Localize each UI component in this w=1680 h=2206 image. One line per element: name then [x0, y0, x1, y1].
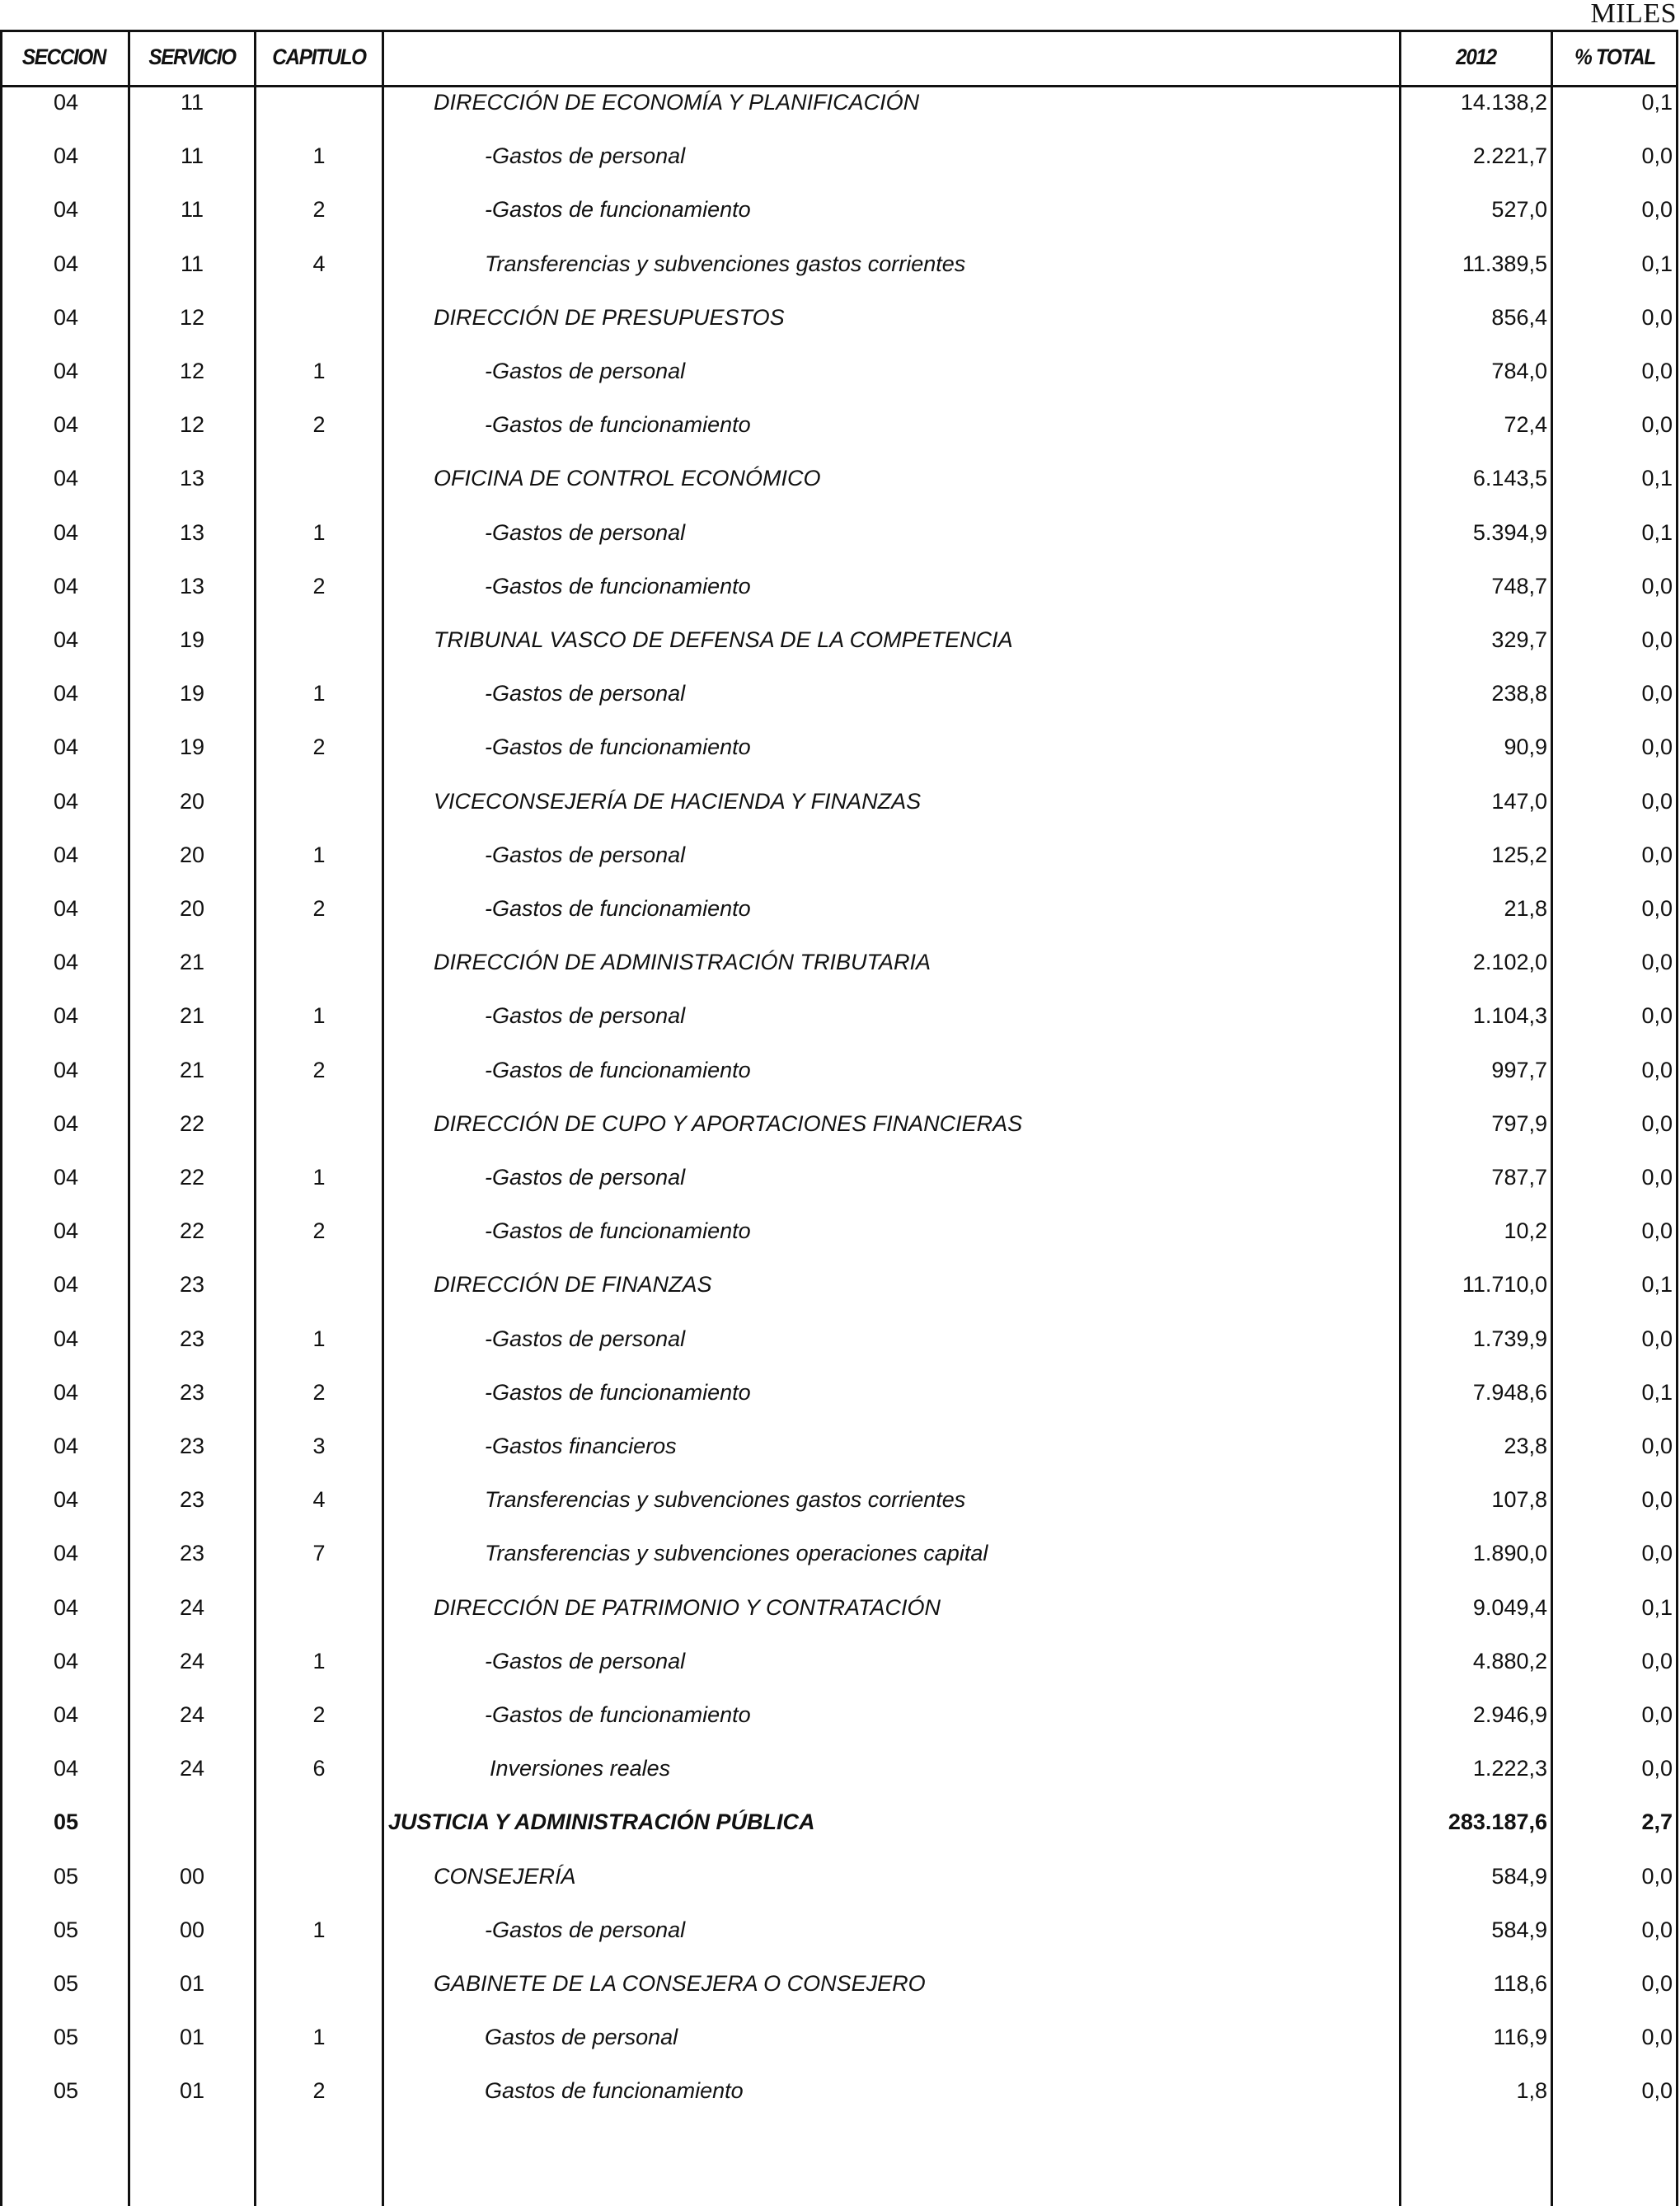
cell-descripcion: -Gastos de funcionamiento: [485, 896, 751, 921]
cell-seccion: 04: [53, 950, 79, 975]
cell-seccion: 04: [53, 1648, 79, 1673]
cell-servicio: 23: [179, 1487, 205, 1513]
cell-descripcion: DIRECCIÓN DE ADMINISTRACIÓN TRIBUTARIA: [434, 950, 932, 975]
header-pct-total: % TOTAL: [1574, 45, 1655, 69]
cell-descripcion: Gastos de funcionamiento: [485, 2078, 744, 2104]
table-row: [0, 345, 1678, 398]
cell-importe: 10,2: [1504, 1218, 1547, 1244]
cell-pct-total: 0,0: [1641, 1218, 1673, 1244]
cell-descripcion: -Gastos de funcionamiento: [485, 1057, 751, 1082]
table-row: [0, 291, 1678, 345]
cell-importe: 584,9: [1491, 1917, 1547, 1942]
cell-seccion: 04: [53, 143, 79, 169]
cell-importe: 21,8: [1504, 896, 1547, 921]
cell-servicio: 23: [179, 1434, 205, 1458]
table-row: [0, 1795, 1678, 1849]
cell-capitulo: 4: [312, 251, 326, 276]
cell-capitulo: 1: [312, 359, 326, 383]
cell-capitulo: 2: [312, 1379, 326, 1405]
table-row: [0, 398, 1678, 452]
cell-seccion: 04: [53, 1702, 79, 1727]
table-row: [0, 1258, 1678, 1312]
cell-descripcion: DIRECCIÓN DE CUPO Y APORTACIONES FINANCIERAS: [434, 1110, 1023, 1136]
cell-importe: 7.948,6: [1472, 1379, 1547, 1405]
cell-servicio: 13: [179, 519, 205, 545]
cell-servicio: 13: [179, 466, 205, 491]
cell-pct-total: 0,1: [1641, 1379, 1673, 1405]
cell-capitulo: 2: [312, 412, 326, 438]
cell-pct-total: 0,0: [1641, 1648, 1673, 1673]
cell-importe: 116,9: [1493, 2025, 1547, 2050]
cell-pct-total: 0,0: [1641, 1110, 1673, 1136]
cell-descripcion: TRIBUNAL VASCO DE DEFENSA DE LA COMPETENCIA: [434, 627, 1013, 652]
cell-seccion: 05: [53, 1809, 79, 1835]
cell-importe: 1.222,3: [1472, 1756, 1547, 1781]
header-servicio: SERVICIO: [148, 45, 236, 69]
cell-importe: 1.104,3: [1472, 1003, 1547, 1029]
table-row: [0, 1850, 1678, 1903]
cell-pct-total: 0,0: [1641, 1165, 1673, 1190]
cell-descripcion: DIRECCIÓN DE PRESUPUESTOS: [434, 304, 785, 330]
cell-capitulo: 4: [312, 1487, 326, 1513]
cell-seccion: 04: [53, 359, 79, 383]
cell-descripcion: -Gastos de funcionamiento: [485, 573, 751, 598]
cell-pct-total: 0,0: [1641, 412, 1673, 438]
table-row: [0, 1957, 1678, 2011]
cell-seccion: 04: [53, 842, 79, 867]
table-row: [0, 183, 1678, 237]
cell-importe: 748,7: [1491, 573, 1547, 598]
cell-capitulo: [256, 613, 382, 667]
cell-servicio: 11: [180, 143, 204, 169]
cell-importe: 147,0: [1491, 788, 1547, 814]
cell-servicio: 13: [179, 573, 205, 598]
cell-pct-total: 0,0: [1641, 950, 1673, 975]
cell-importe: 2.102,0: [1472, 950, 1547, 975]
cell-importe: 72,4: [1504, 412, 1547, 438]
cell-servicio: 22: [179, 1218, 205, 1244]
cell-servicio: 11: [180, 90, 204, 115]
table-row: [0, 1097, 1678, 1151]
table-row: [0, 1420, 1678, 1473]
cell-capitulo: 2: [312, 573, 326, 598]
cell-pct-total: 0,0: [1641, 735, 1673, 760]
table-row: [0, 1581, 1678, 1635]
table-row: [0, 1204, 1678, 1258]
cell-pct-total: 0,0: [1641, 304, 1673, 330]
cell-capitulo: 2: [312, 197, 326, 223]
cell-pct-total: 0,0: [1641, 842, 1673, 867]
cell-descripcion: DIRECCIÓN DE FINANZAS: [434, 1272, 712, 1298]
cell-capitulo: 2: [312, 735, 326, 760]
cell-seccion: 04: [53, 1003, 79, 1029]
table-row: [0, 506, 1678, 560]
cell-pct-total: 0,0: [1641, 2078, 1673, 2104]
table-row: [0, 1151, 1678, 1204]
cell-capitulo: [256, 1258, 382, 1312]
table-row: [0, 1473, 1678, 1527]
cell-importe: 125,2: [1491, 842, 1547, 867]
cell-servicio: 24: [179, 1594, 205, 1620]
cell-servicio: 23: [179, 1379, 205, 1405]
cell-servicio: 01: [179, 2025, 205, 2050]
cell-pct-total: 0,0: [1641, 1702, 1673, 1727]
cell-pct-total: 0,0: [1641, 2025, 1673, 2050]
cell-capitulo: [256, 1795, 382, 1849]
cell-seccion: 05: [53, 1917, 79, 1942]
cell-descripcion: Transferencias y subvenciones gastos corrientes: [485, 1487, 966, 1513]
cell-capitulo: 1: [312, 143, 326, 169]
cell-servicio: 12: [179, 359, 205, 383]
cell-importe: 527,0: [1491, 197, 1547, 223]
unit-label: MILES: [1590, 0, 1677, 29]
table-row: [0, 1312, 1678, 1366]
cell-importe: 238,8: [1491, 681, 1547, 706]
cell-capitulo: 2: [312, 2078, 326, 2104]
cell-pct-total: 0,0: [1641, 1434, 1673, 1458]
table-row: [0, 76, 1678, 129]
cell-servicio: 23: [179, 1541, 205, 1566]
cell-capitulo: 1: [312, 842, 326, 867]
cell-seccion: 04: [53, 1272, 79, 1298]
cell-descripcion: -Gastos de funcionamiento: [485, 197, 751, 223]
table-row: [0, 452, 1678, 505]
cell-seccion: 04: [53, 573, 79, 598]
table-row: [0, 989, 1678, 1043]
cell-capitulo: 1: [312, 519, 326, 545]
cell-pct-total: 0,0: [1641, 1003, 1673, 1029]
cell-importe: 997,7: [1491, 1057, 1547, 1082]
table-row: [0, 2011, 1678, 2064]
cell-seccion: 04: [53, 1541, 79, 1566]
cell-capitulo: [256, 1097, 382, 1151]
table-row: [0, 1688, 1678, 1742]
cell-pct-total: 0,1: [1641, 466, 1673, 491]
cell-importe: 584,9: [1491, 1863, 1547, 1889]
cell-descripcion: -Gastos de personal: [485, 143, 686, 169]
header-seccion: SECCION: [21, 45, 106, 69]
cell-descripcion: DIRECCIÓN DE ECONOMÍA Y PLANIFICACIÓN: [434, 90, 920, 115]
cell-seccion: 04: [53, 1434, 79, 1458]
cell-importe: 2.221,7: [1472, 143, 1547, 169]
cell-servicio: 22: [179, 1165, 205, 1190]
cell-importe: 1.890,0: [1472, 1541, 1547, 1566]
cell-seccion: 04: [53, 627, 79, 652]
cell-seccion: 04: [53, 466, 79, 491]
table-row: [0, 560, 1678, 613]
cell-descripcion: CONSEJERÍA: [434, 1863, 576, 1889]
cell-descripcion: Gastos de personal: [485, 2025, 678, 2050]
cell-seccion: 04: [53, 90, 79, 115]
cell-descripcion: VICECONSEJERÍA DE HACIENDA Y FINANZAS: [434, 788, 922, 814]
cell-capitulo: 6: [312, 1756, 326, 1781]
cell-capitulo: 2: [312, 1218, 326, 1244]
cell-capitulo: 7: [312, 1541, 326, 1566]
cell-seccion: 04: [53, 251, 79, 276]
cell-servicio: 01: [179, 1971, 205, 1996]
cell-capitulo: [256, 1850, 382, 1903]
cell-capitulo: [256, 1581, 382, 1635]
cell-servicio: 24: [179, 1648, 205, 1673]
cell-seccion: 05: [53, 2078, 79, 2104]
cell-seccion: 04: [53, 304, 79, 330]
table-row: [0, 2064, 1678, 2118]
header-year: 2012: [1456, 45, 1496, 69]
cell-importe: 787,7: [1491, 1165, 1547, 1190]
table-row: [0, 1527, 1678, 1580]
cell-importe: 118,6: [1493, 1971, 1547, 1996]
cell-seccion: 04: [53, 1756, 79, 1781]
cell-importe: 90,9: [1504, 735, 1547, 760]
cell-pct-total: 0,0: [1641, 1326, 1673, 1351]
cell-importe: 23,8: [1504, 1434, 1547, 1458]
cell-descripcion: -Gastos de personal: [485, 1165, 686, 1190]
cell-servicio: 23: [179, 1326, 205, 1351]
cell-capitulo: 1: [312, 1003, 326, 1029]
table-row: [0, 882, 1678, 936]
cell-capitulo: 1: [312, 681, 326, 706]
cell-seccion: 04: [53, 412, 79, 438]
cell-descripcion: -Gastos de funcionamiento: [485, 1379, 751, 1405]
cell-seccion: 05: [53, 1863, 79, 1889]
cell-descripcion: -Gastos de personal: [485, 1326, 686, 1351]
cell-capitulo: 1: [312, 2025, 326, 2050]
cell-pct-total: 0,0: [1641, 788, 1673, 814]
cell-pct-total: 0,0: [1641, 1863, 1673, 1889]
cell-pct-total: 0,0: [1641, 1541, 1673, 1566]
cell-descripcion: -Gastos de personal: [485, 1648, 686, 1673]
table-row: [0, 775, 1678, 828]
cell-capitulo: 1: [312, 1648, 326, 1673]
table-row: [0, 129, 1678, 183]
table-row: [0, 1742, 1678, 1795]
cell-servicio: 21: [179, 1057, 205, 1082]
table-row: [0, 720, 1678, 774]
cell-servicio: 21: [179, 950, 205, 975]
cell-descripcion: -Gastos de personal: [485, 1003, 686, 1029]
cell-seccion: 04: [53, 1594, 79, 1620]
cell-servicio: 00: [179, 1863, 205, 1889]
cell-descripcion: -Gastos de personal: [485, 359, 686, 383]
cell-descripcion: -Gastos de personal: [485, 519, 686, 545]
cell-pct-total: 2,7: [1641, 1809, 1673, 1835]
cell-pct-total: 0,1: [1641, 1272, 1673, 1298]
cell-descripcion: -Gastos de funcionamiento: [485, 735, 751, 760]
cell-seccion: 04: [53, 1218, 79, 1244]
cell-pct-total: 0,1: [1641, 1594, 1673, 1620]
cell-descripcion: -Gastos financieros: [485, 1434, 677, 1458]
cell-seccion: 05: [53, 1971, 79, 1996]
cell-servicio: 24: [179, 1702, 205, 1727]
cell-capitulo: 2: [312, 1702, 326, 1727]
cell-pct-total: 0,0: [1641, 1971, 1673, 1996]
table-row: [0, 828, 1678, 882]
cell-capitulo: 1: [312, 1326, 326, 1351]
cell-servicio: 20: [179, 842, 205, 867]
cell-importe: 1.739,9: [1472, 1326, 1547, 1351]
cell-descripcion: -Gastos de funcionamiento: [485, 1218, 751, 1244]
cell-descripcion: DIRECCIÓN DE PATRIMONIO Y CONTRATACIÓN: [434, 1594, 941, 1620]
cell-seccion: 04: [53, 1165, 79, 1190]
table-row: [0, 237, 1678, 291]
cell-capitulo: [256, 452, 382, 505]
header-capitulo: CAPITULO: [272, 45, 366, 69]
cell-importe: 6.143,5: [1472, 466, 1547, 491]
table-row: [0, 936, 1678, 989]
cell-importe: 5.394,9: [1472, 519, 1547, 545]
cell-pct-total: 0,0: [1641, 1917, 1673, 1942]
cell-importe: 329,7: [1491, 627, 1547, 652]
cell-capitulo: [256, 76, 382, 129]
cell-descripcion: JUSTICIA Y ADMINISTRACIÓN PÚBLICA: [388, 1809, 815, 1835]
cell-importe: 784,0: [1491, 359, 1547, 383]
cell-descripcion: OFICINA DE CONTROL ECONÓMICO: [434, 466, 821, 491]
cell-descripcion: -Gastos de funcionamiento: [485, 1702, 751, 1727]
cell-capitulo: [256, 775, 382, 828]
cell-pct-total: 0,1: [1641, 519, 1673, 545]
cell-importe: 107,8: [1491, 1487, 1547, 1513]
cell-servicio: 11: [180, 251, 204, 276]
cell-importe: 11.710,0: [1462, 1272, 1547, 1298]
cell-seccion: 04: [53, 519, 79, 545]
cell-importe: 1,8: [1516, 2078, 1547, 2104]
cell-seccion: 04: [53, 197, 79, 223]
cell-pct-total: 0,0: [1641, 627, 1673, 652]
cell-seccion: 04: [53, 1110, 79, 1136]
cell-importe: 14.138,2: [1460, 90, 1547, 115]
cell-servicio: 01: [179, 2078, 205, 2104]
cell-descripcion: -Gastos de personal: [485, 842, 686, 867]
cell-pct-total: 0,0: [1641, 896, 1673, 921]
cell-servicio: [130, 1795, 254, 1849]
cell-seccion: 04: [53, 681, 79, 706]
cell-seccion: 04: [53, 788, 79, 814]
cell-seccion: 04: [53, 735, 79, 760]
cell-seccion: 04: [53, 1379, 79, 1405]
cell-descripcion: Transferencias y subvenciones operaciones capital: [485, 1541, 988, 1566]
cell-importe: 797,9: [1491, 1110, 1547, 1136]
cell-servicio: 11: [180, 197, 204, 223]
cell-servicio: 19: [179, 627, 205, 652]
cell-pct-total: 0,1: [1641, 251, 1673, 276]
cell-descripcion: -Gastos de funcionamiento: [485, 412, 751, 438]
table-row: [0, 1903, 1678, 1957]
cell-importe: 11.389,5: [1462, 251, 1547, 276]
cell-pct-total: 0,0: [1641, 1487, 1673, 1513]
cell-pct-total: 0,1: [1641, 90, 1673, 115]
cell-pct-total: 0,0: [1641, 197, 1673, 223]
cell-servicio: 19: [179, 681, 205, 706]
cell-seccion: 04: [53, 1487, 79, 1513]
cell-pct-total: 0,0: [1641, 143, 1673, 169]
cell-servicio: 19: [179, 735, 205, 760]
cell-descripcion: Inversiones reales: [490, 1756, 671, 1781]
cell-pct-total: 0,0: [1641, 359, 1673, 383]
cell-servicio: 21: [179, 1003, 205, 1029]
cell-capitulo: 3: [312, 1434, 326, 1458]
cell-descripcion: -Gastos de personal: [485, 681, 686, 706]
cell-capitulo: 1: [312, 1165, 326, 1190]
cell-servicio: 00: [179, 1917, 205, 1942]
table-row: [0, 613, 1678, 667]
cell-importe: 4.880,2: [1472, 1648, 1547, 1673]
cell-servicio: 20: [179, 896, 205, 921]
cell-capitulo: 1: [312, 1917, 326, 1942]
cell-capitulo: [256, 1957, 382, 2011]
cell-descripcion: GABINETE DE LA CONSEJERA O CONSEJERO: [434, 1971, 926, 1996]
cell-capitulo: [256, 291, 382, 345]
cell-importe: 2.946,9: [1472, 1702, 1547, 1727]
cell-servicio: 20: [179, 788, 205, 814]
cell-pct-total: 0,0: [1641, 1756, 1673, 1781]
cell-servicio: 12: [179, 304, 205, 330]
cell-pct-total: 0,0: [1641, 573, 1673, 598]
cell-servicio: 12: [179, 412, 205, 438]
cell-pct-total: 0,0: [1641, 681, 1673, 706]
cell-servicio: 24: [179, 1756, 205, 1781]
cell-capitulo: 2: [312, 896, 326, 921]
table-row: [0, 667, 1678, 720]
cell-importe: 283.187,6: [1448, 1809, 1547, 1835]
cell-seccion: 04: [53, 896, 79, 921]
cell-descripcion: Transferencias y subvenciones gastos corrientes: [485, 251, 966, 276]
cell-importe: 9.049,4: [1472, 1594, 1547, 1620]
cell-pct-total: 0,0: [1641, 1057, 1673, 1082]
cell-descripcion: -Gastos de personal: [485, 1917, 686, 1942]
cell-servicio: 22: [179, 1110, 205, 1136]
cell-seccion: 05: [53, 2025, 79, 2050]
cell-capitulo: 2: [312, 1057, 326, 1082]
cell-servicio: 23: [179, 1272, 205, 1298]
table-row: [0, 1366, 1678, 1420]
cell-seccion: 04: [53, 1326, 79, 1351]
cell-capitulo: [256, 936, 382, 989]
cell-seccion: 04: [53, 1057, 79, 1082]
cell-importe: 856,4: [1491, 304, 1547, 330]
table-row: [0, 1044, 1678, 1097]
table-row: [0, 1635, 1678, 1688]
